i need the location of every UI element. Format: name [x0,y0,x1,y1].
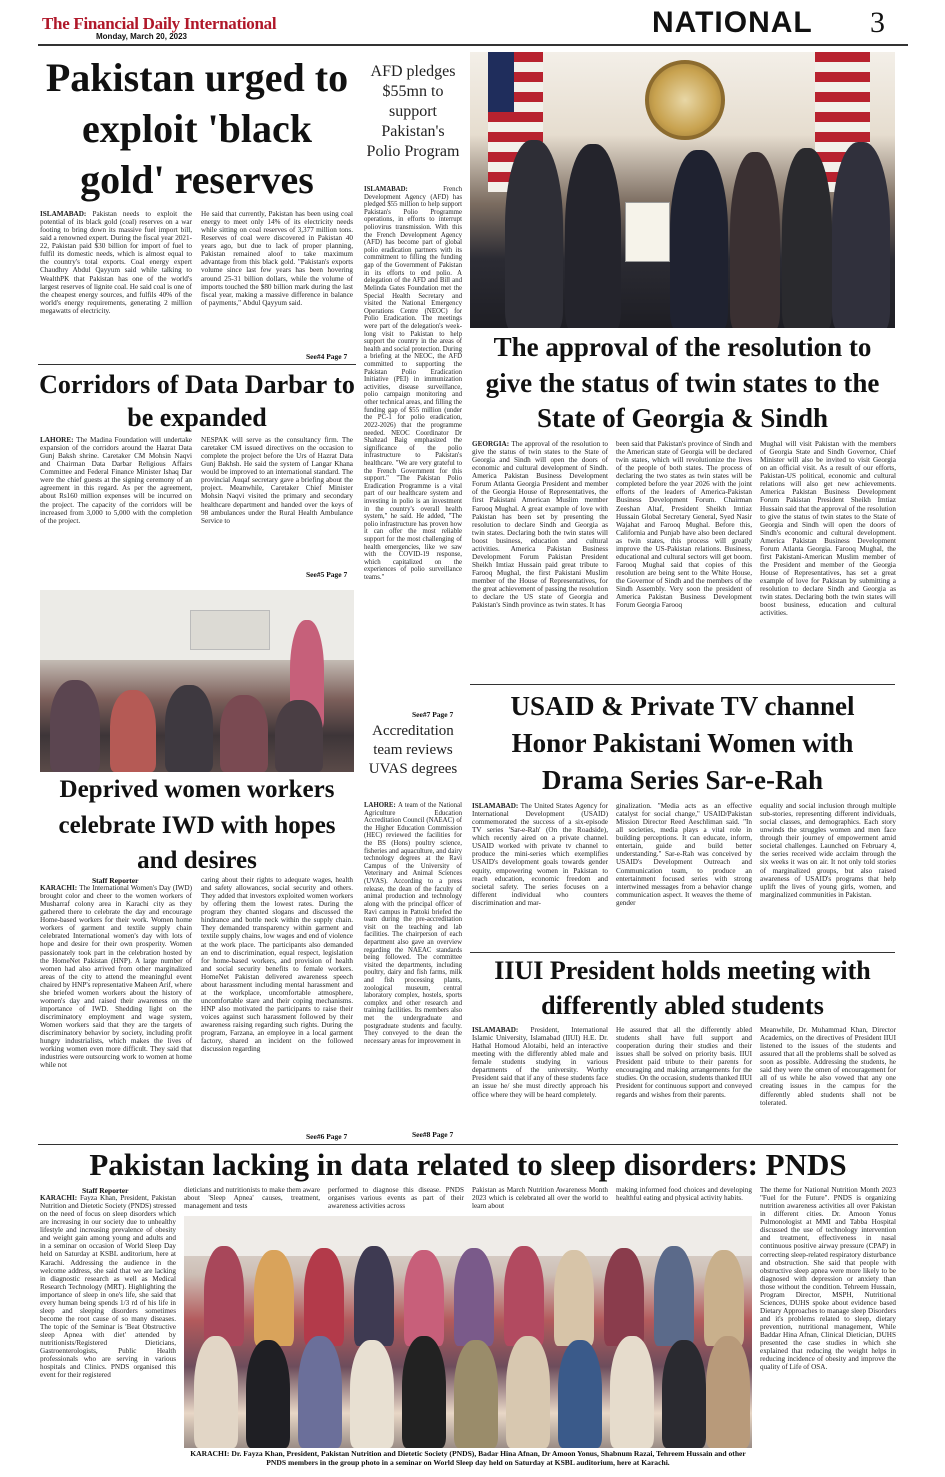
dateline: LAHORE: [40,436,77,444]
article-georgia-col3 [760,440,896,682]
headline-uvas: Accreditation team reviews UVAS degrees [368,723,458,777]
headline-pnds: Pakistan lacking in data related to sleep disorders: PNDS [89,1147,847,1182]
article-text: Meanwhile, Dr. Muhammad Khan, Director Academics, on the directives of President IIUI listened to the issues of the students and assured that all the problems shall be solved as soon as possible. Addressing the students, he said they were the omen of encouragement for all of us while he also vowed that any one creating issues in the campus for the differently abled students shall not be tolerated. [760,1026,896,1107]
article-georgia-col1 [472,440,608,682]
article-text: Pakistan needs to exploit the potential of its black gold (coal) reserves on a war footing to bring down its massive fuel import bill, said a renowned expert. During the fiscal year 2021-22, Pakistan paid $30 billion for import of fuel to fulfil its domestic needs, which is almost equal to the country's total exports. Coal energy expert Chaudhry Abdul Qayyum said while talking to WealthPK that Pakistan has one of the world's largest reserves of lignite coal. He said coal is one of the cheapest energy sources, and fulfils 40% of the world's energy requirements, generating 2 million megawatts of electricity. [40,210,192,315]
state-seal [645,60,725,140]
person [504,1246,544,1346]
jump-line: See#6 Page 7 [306,1132,348,1141]
person [165,685,213,772]
article-text: French Development Agency (AFD) has pledged $55 million to help support Pakistan's Polio Programme operations, in efforts to interrupt poliovirus transmission. With this the French Development Agency (AFD) has become part of global polio eradication partners with its commitment to filling the funding gap of the Government of Pakistan in its efforts to end polio. A delegation of the AFD and Bill and Melinda Gates Foundation met the Special Health Secretary and visited the National Emergency Operations Centre (NEOC) for Polio Eradication. The meetings were part of the delegation's week-long visit to Pakistan to help support the country in the areas of health and social protection. During a briefing at the NEOC, the AFD committed to supporting the Pakistan Polio Eradication Initiative (PEI) in immunization activities, disease surveillance, polio campaign monitoring and other technical areas, and filling the funding gap of $55 million (under the PC-1 for polio eradication, 2022-2026) that the programme needed. NEOC Coordinator Dr Shahzad Baig emphasized the significance of the polio infrastructure to Pakistan's healthcare. "We are very grateful to the French Government for this support." "The Pakistan Polio Eradication Programme is a vital part of our healthcare system and investing in polio is an investment in the country's overall health system," he said. He added, "The polio infrastructure has proven how it can offer the most reliable support for the most challenging of health emergencies, like we saw with the COVID-19 response, which capitalized on the experiences of polio surveillance teams." [364,186,462,582]
article-text: Mughal will visit Pakistan with the members of Georgia State and Sindh Governor, Chief Minister will also be invited to visit Georgia on an official visit. As a result of our efforts, Pakistan-US political, economic and cultural relations will also get new achievements. America Pakistan Business Development Forum Pakistan President Sheikh Imtiaz Hussain said that the approval of the resolution to give the status of twin states to the State of Georgia and Sindh will open the doors of Sindh's economic and cultural development. America Pakistan Business Development Forum Atlanta Georgia. Farooq Mughal, the first Pakistani-American Muslim member of the President and member of the Georgia House of Representatives, has set a great example of love for Pakistan by submitting a resolution to declare Sindh and Georgia as twin states. Declaring both the twin states will boost business, education and cultural activities. [760,440,896,618]
person [402,1336,446,1448]
headline-afd: AFD pledges $55mn to support Pakistan's Polio Program [366,63,460,160]
article-iwd-col2 [201,876,353,1131]
article-usaid-col3 [760,802,896,950]
person [670,150,728,328]
article-uvas [364,802,462,1128]
article-text: He assured that all the differently abled students shall have full support and cooperation during their studies and their issues shall be solved on priority basis. IIUI President paid tribute to their parents for encouraging and making arrangements for the studies. On the occasion, students thanked IIUI President for continuous support and conveyed regards and wishes from their parents. [616,1026,752,1099]
article-black-gold-col1 [40,210,192,362]
article-pnds-top1 [184,1186,320,1214]
person [454,1248,494,1346]
article-text: He said that currently, Pakistan has been using coal energy to meet only 14% of its electricity needs while sitting on coal reserves of 3,377 million tons. Reserves of coal were discovered in Pakistan 40 years ago, but due to lack of proper planning, Pakistan remained aloof to take maximum advantage from this black gold. "Pakistan's exports volume since last few years has been hovering around 25-31 billion dollars, while the volume of imports touched the $80 billion mark during the last fiscal year, making a massive difference in balance of payments," Abdul Qayyum said. [201,210,353,307]
person [730,152,780,328]
person [220,695,268,772]
article-afd [364,186,462,708]
article-pnds-top4 [616,1186,752,1214]
dateline: KARACHI: [40,1194,80,1202]
article-iwd-col1 [40,884,192,1142]
jump-line: See#5 Page 7 [306,570,348,579]
article-text: equality and social inclusion through multiple sub-stories, representing different individuals, social classes, and demographics. Each story unwinds the struggles women and men face through their journey of empowerment amid societal challenges. Launched on February 4, the series received wide acclaim through the six weeks it was on air. It not only told stories of marginalized groups, but also raised awareness of USAID's programs that help uplift the lives of young girls, women, and marginalized communities in Pakistan. [760,802,896,899]
person [110,690,156,772]
person [350,1340,394,1448]
article-iiui-col1 [472,1026,608,1142]
masthead-rule [38,44,908,46]
dateline: LAHORE: [364,802,398,809]
flag-canton [488,52,514,112]
person [254,1250,294,1346]
article-text: The International Women's Day (IWD) brought color and cheer to the women workers of Musharraf colony area in Karachi city as they gathered there to celebrate the day and encourage Home-based workers for their work. Women home workers of garment and textile supply chain celebrated International women's day with lots of hope and desire for their own prosperity. Women passionately took part in the celebration hosted by the HomeNet Pakistan (HNP). A large number of women had also arrived from other marginalized areas of the city to attend the meaningful event chaired by HNP's representative Maheen Arif, where she briefed women workers about the history of women's day and raised their awareness on the importance of IWD. Shedding light on the discriminatory employment and wage system, Women workers said that they are the targets of discriminatory behavior by society, including profit hungry industrialists, which makes the lives of working women even more difficult. They said that industries were outsourcing work to women at home while not [40,884,192,1070]
article-pnds-top3 [472,1186,608,1214]
person [298,1336,342,1448]
article-text: The theme for National Nutrition Month 2023 "Fuel for the Future". PNDS is organizing nutrition awareness activities all over Pakistan in different cities. Dr. Amoon Yonus Pulmonologist at MMI and Tabba Hospital discussed the use of technology intervention and treatment, effectiveness in nasal continuous positive airway pressure (CPAP) in correcting sleep-related respiratory disturbance and obstruction. She said that people with obstructive sleep apnea were more likely to be diagnosed with depression or anxiety than those without the condition. Tehreem Hussain, Program Director, MSPH, Nutritional Sciences, DUHS spoke about evidence based Dietary Approaches to manage sleep Disorders and it's problems related to sleep, dietary prevention, nutritional management, While Baddar Hina Afnan, Clinical Dietician, DUHS presented the case studies in which she explained that reducing the weight helps in reducing incidence of obesity and improve the quality of Life of OSA. [760,1186,896,1372]
article-text: The Madina Foundation will undertake expansion of the corridors around the Hazrat Data Gunj Baksh shrine. Caretaker CM Mohsin Naqvi and Chairman Data Darbar Religious Affairs Committee and Federal Finance Minister Ishaq Dar were the chief guests at the signing ceremony of an agreement in this regard. As per the agreement, about Rs160 million expenses will be incurred on the project. The capacity of the corridors will be increased from 3,000 to 5,000 with the completion of the project. [40,436,192,525]
article-georgia-col2 [616,440,752,682]
article-text: Fayza Khan, President, Pakistan Nutrition and Dietetic Society (PNDS) stressed on the need of focus on sleep disorders which are increasing in our society due to unhealthy lifestyle and increasing prevalence of obesity and weight gain among young and adults and in a seminar on occasion of World Sleep Day held on Saturday at KSBL auditorium, here at Karachi. Addressing the audience in the welcome address, she said that we are lacking in diagnostic research as well as Medical Research Technology (MRT). Highlighting the importance of sleep in one's life, she said that every human being spends 1/3 rd of his life in sleep and sleeping disorders sometimes become the root cause of so many diseases. The topic of the Seminar is 'Beat Obstructive sleep Apnea with diet' attended by nutritionists/Registered Dieticians, Gastroenterologists, Public Health professionals who are serving in various hospitals and Clinics. PNDS organised this event for their registered [40,1194,176,1380]
banner [190,610,270,650]
headline-iiui: IIUI President holds meeting with differently abled students [494,956,871,1020]
masthead [0,0,945,44]
person [706,1336,750,1448]
photo-caption-pnds: KARACHI: Dr. Fayza Khan, President, Pakistan Nutrition and Dietetic Society (PNDS), Badar Hina Afnan, Dr Amoon Yonus, Shabnum Razai, Tehreem Hussain and other PNDS members in the group photo in a seminar on World Sleep day held on Saturday at KSBL auditorium, here at Karachi. [190,1449,746,1468]
framed-resolution [625,202,670,262]
person [505,140,563,328]
person [275,700,323,772]
headline-data-darbar: Corridors of Data Darbar to be expanded [39,370,355,433]
article-iiui-col3 [760,1026,896,1142]
divider [470,952,895,953]
divider [38,1144,898,1145]
person [454,1340,498,1448]
article-text: caring about their rights to adequate wages, health and safety allowances, social security and others. They added that investors exploited women workers by offering them the lowest rates. During the program they chanted slogans and discussed the hindrance and bottle neck within the supply chain. They demanded transparency within garment and textile supply chains, low wages and end of violence at the work place. The participants also demanded an end to discrimination, equal respect, legislation for home-based workers, and provision of health and social security benefits to female workers. HomeNet Pakistan delivered awareness speech about harassment including mental harassment and at the workplace, uncomfortable atmosphere, uncomfortable stare and their coping mechanisms. HNP also motivated the participants to raise their voices against such harassment followed by their awareness raising regarding such rights. During the program, Farzana, an employee in a local garment factory, shared an incident on the followed discussion regarding [201,876,353,1054]
jump-line: See#8 Page 7 [412,1130,454,1139]
person [558,1340,602,1448]
article-usaid-col1 [472,802,608,950]
photo-iwd-event [40,590,354,772]
person [654,1246,694,1346]
issue-date: Monday, March 20, 2023 [96,32,187,41]
article-text: A team of the National Agriculture Education Accreditation Council (NAEAC) of the Higher Education Commission (HEC) reviewed the facilities for the BS (Hons) poultry science, fisheries and aquaculture, and dairy technology degrees at the Ravi Campus of the University of Veterinary and Animal Sciences (UVAS). According to a press release, the dean of the faculty of animal production and technology along with the principal officer of Ravi campus in Pattoki briefed the team during the pre-accreditation visit on the teaching and lab facilities. The chairperson of each department also gave an overview regarding the NAEAC standards being followed. The committee visited the departments, including poultry, dairy and fish farms, milk and fish processing plants, zoological museum, central laboratory complex, hostels, sports complex and other research and training facilities. Its members also met the undergraduate and postgraduate students and faculty. They conveyed to the dean the necessary areas for improvement in [364,802,462,1045]
article-text: Pakistan as March Nutrition Awareness Month 2023 which is celebrated all over the world to learn about [472,1186,608,1211]
article-pnds-col1 [40,1194,176,1470]
article-text: President, International Islamic University, Islamabad (IIUI) H.E. Dr. Hathal Homoud Alotaibi, held an interactive meeting with the differently abled male and female students studying in various departments of the university. Worthy President said that if any of these students face an issue he/ she must directly approach his office where they will be heard completely. [472,1026,608,1099]
article-text: making informed food choices and developing healthful eating and physical activity habits. [616,1186,752,1203]
byline: Staff Reporter [92,876,139,885]
article-text: been said that Pakistan's province of Sindh and the American state of Georgia will be declared twin states, which will revolutionize the lives of the people of both states. The process of declaring the two states as twin states will be completed before the year 2026 with the joint efforts of the leaders of America-Pakistan Business Development Forum. Chairman Zeeshan Altaf, President Sheikh Imtiaz Hussain Global Secretary General, Syed Nasir Wajahat and Farooq Mughal. Before this, California and Punjab have also been declared as twin states, this process will greatly improve the US-Pakistan relations. Business, educational and cultural sectors will get boom. Farooq Mughal said that copies of this resolution are being sent to the White House, the Governor of Sindh and the members of the Sindh Assembly. Very soon the president of America Pakistan Business Development Forum Georgia Farooq [616,440,752,610]
page-number: 3 [870,6,885,39]
person [304,1248,344,1346]
photo-georgia-resolution [470,52,895,328]
article-pnds-right [760,1186,896,1472]
article-black-gold-col2 [201,210,353,352]
jump-line: See#4 Page 7 [306,352,348,361]
section-name: NATIONAL [652,6,813,39]
person [782,148,832,328]
person [354,1246,394,1346]
article-usaid-col2 [616,802,752,950]
person [194,1336,238,1448]
person [506,1336,550,1448]
person [246,1340,290,1448]
byline: Staff Reporter [82,1186,129,1195]
divider [38,364,356,365]
photo-pnds-group [184,1216,752,1448]
article-pnds-top2 [328,1186,464,1214]
dateline: ISLAMABAD: [472,1026,531,1034]
article-text: ginalization. "Media acts as an effective catalyst for social change," USAID/Pakistan Mission Director Reed Aeschliman said. "In all societies, media plays a vital role in building perceptions. It can educate, inform, entertain, guide and build better understanding." Sar-e-Rah was conceived by USAID's Development Outreach and Communication team, to produce an entertainment focused series with strong intertwined messages from a behavior change communication aspect. It weaves the theme of gender [616,802,752,907]
dateline: ISLAMABAD: [40,210,93,218]
paper-name: The Financial Daily International [42,14,277,33]
person [404,1250,444,1346]
person [610,1336,654,1448]
jump-line: See#7 Page 7 [412,710,454,719]
person [832,142,890,328]
article-darbar-col2 [201,436,353,568]
person [704,1250,744,1346]
article-text: NESPAK will serve as the consultancy firm. The caretaker CM issued directives on the occasion to complete the project before the Urs of Hazrat Data Gunj Bakhsh. He said the system of Langar Khana would be improved to an international standard. The provincial Auqaf secretary gave a briefing about the project. Meanwhile, Caretaker Chief Minister Mohsin Naqvi visited the primary and secondary healthcare department and handed over the keys of 98 ambulances under the Rural Health Ambulance Service to [201,436,353,525]
person [204,1246,244,1346]
person [50,680,100,772]
dateline: KARACHI: [40,884,80,892]
headline-usaid: USAID & Private TV channel Honor Pakistani Women with Drama Series Sar-e-Rah [510,691,855,795]
headline-black-gold: Pakistan urged to exploit 'black gold' reserves [45,55,349,203]
person [662,1340,706,1448]
article-text: The approval of the resolution to give the status of twin states to the State of Georgia and Sindh will open the doors of economic and cultural development of Sindh. America Pakistan Business Development Forum Atlanta Georgia President and member of the Georgia House of Representatives, the first Pakistani American Muslim member Farooq Mughal. A great example of love with Pakistan has been set by presenting the resolution to declare Sindh and Georgia as twin states. Declaring both the twin states will boost business, education and cultural activities. America Pakistan Business Development Forum Pakistan President Sheikh Imtiaz Hussain paid great tribute to Farooq Mughal, the first Pakistani Muslim member of the House of Representatives, for the great achievement of passing the resolution to declare the US state of Georgia and Pakistan's Sindh province as twin states. It has [472,440,608,610]
person [554,1250,594,1346]
dateline: ISLAMABAD: [472,802,521,810]
dateline: GEORGIA: [472,440,512,448]
headline-georgia: The approval of the resolution to give the status of twin states to the State of Georgia & Sindh [485,332,880,434]
article-text: performed to diagnose this disease. PNDS organises various events as part of their awareness activities across [328,1186,464,1211]
article-text: The United States Agency for International Development (USAID) commemorated the success of a six-episode TV series 'Sar-e-Rah' (On the Roadside), which recently aired on a private channel. USAID worked with private tv channel to produce the mini-series which exemplifies USAID's development goals towards gender equity, empowering women in Pakistan to reach education, economic freedom and societal safety. The series focuses on a different individual who counters discrimination and mar- [472,802,608,907]
headline-iwd: Deprived women workers celebrate IWD with hopes and desires [58,776,336,874]
dateline: ISLAMABAD: [364,186,444,193]
article-darbar-col1 [40,436,192,582]
article-text: dieticians and nutritionists to make them aware about 'Sleep Apnea' causes, treatment, management and tests [184,1186,320,1211]
divider [470,684,895,685]
person [565,144,621,328]
person [604,1248,644,1346]
article-iiui-col2 [616,1026,752,1142]
